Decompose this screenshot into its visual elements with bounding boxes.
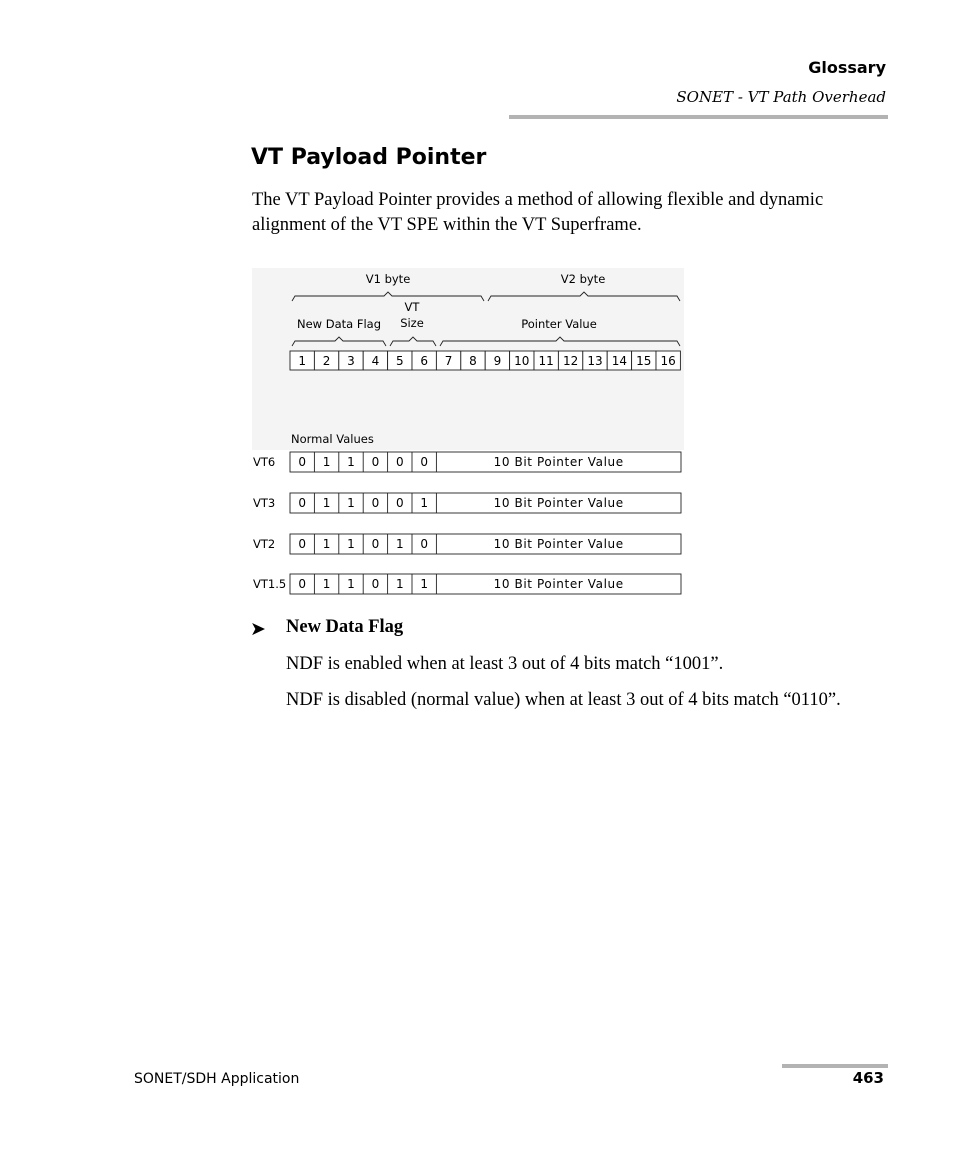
bit-number: 10 xyxy=(514,354,530,368)
bit-number: 2 xyxy=(322,354,331,368)
bit-value: 1 xyxy=(322,577,331,591)
bit-value: 1 xyxy=(322,455,331,469)
bit-number: 11 xyxy=(538,354,554,368)
bit-value: 1 xyxy=(395,537,404,551)
bit-value: 0 xyxy=(395,496,404,510)
bit-value: 1 xyxy=(322,537,331,551)
bit-value: 0 xyxy=(420,455,429,469)
bit-number: 12 xyxy=(562,354,579,368)
header-section-title: Glossary xyxy=(808,58,886,77)
bit-value: 1 xyxy=(420,496,429,510)
bit-number: 13 xyxy=(587,354,603,368)
bit-value: 0 xyxy=(371,455,380,469)
bit-value: 0 xyxy=(371,577,380,591)
bit-value: 0 xyxy=(298,577,307,591)
ndf-enabled-paragraph: NDF is enabled when at least 3 out of 4 bits match “1001”. xyxy=(286,654,724,674)
bit-value: 0 xyxy=(395,455,404,469)
bit-value: 0 xyxy=(420,537,429,551)
vt-size-label-line2: Size xyxy=(400,316,424,330)
bit-number: 16 xyxy=(660,354,676,368)
bit-value: 0 xyxy=(371,537,380,551)
header-subsection-title: SONET - VT Path Overhead xyxy=(676,88,886,106)
footer-page-number: 463 xyxy=(852,1069,884,1087)
v1-byte-label: V1 byte xyxy=(365,272,411,286)
bullet-arrow-icon: ➤ xyxy=(250,619,266,640)
vt-row-label: VT2 xyxy=(253,537,276,551)
bit-number: 15 xyxy=(636,354,652,368)
bit-number: 7 xyxy=(444,354,453,368)
bit-value: 1 xyxy=(322,496,331,510)
pointer-value-field: 10 Bit Pointer Value xyxy=(493,577,624,591)
bit-number: 6 xyxy=(420,354,429,368)
bit-number: 4 xyxy=(371,354,380,368)
bit-number: 5 xyxy=(395,354,404,368)
bit-value: 1 xyxy=(347,577,355,591)
vt-size-label-line1: VT xyxy=(404,300,420,314)
bit-number: 8 xyxy=(469,354,477,368)
pointer-value-field: 10 Bit Pointer Value xyxy=(493,496,624,510)
bit-value: 1 xyxy=(395,577,404,591)
footer-doc-name: SONET/SDH Application xyxy=(134,1071,300,1087)
ndf-disabled-paragraph: NDF is disabled (normal value) when at least 3 out of 4 bits match “0110”. xyxy=(286,690,841,710)
vt-row-label: VT1.5 xyxy=(253,577,287,591)
bullet-title: New Data Flag xyxy=(286,617,404,637)
bit-value: 0 xyxy=(298,537,307,551)
vt-row-label: VT3 xyxy=(253,496,276,510)
bit-value: 0 xyxy=(371,496,380,510)
bit-value: 1 xyxy=(347,537,355,551)
bit-number: 14 xyxy=(611,354,628,368)
header-rule xyxy=(509,115,888,119)
vt-payload-pointer-diagram xyxy=(252,268,684,600)
bit-number: 1 xyxy=(298,354,307,368)
bit-number: 9 xyxy=(493,354,502,368)
page-title: VT Payload Pointer xyxy=(251,145,487,170)
pointer-value-label: Pointer Value xyxy=(521,317,597,331)
v2-byte-label: V2 byte xyxy=(560,272,606,286)
bit-value: 0 xyxy=(298,496,307,510)
bit-value: 1 xyxy=(347,496,355,510)
bit-value: 1 xyxy=(347,455,355,469)
new-data-flag-label: New Data Flag xyxy=(296,317,382,331)
intro-paragraph: The VT Payload Pointer provides a method of allowing flexible and dynamic alignment of the VT SPE within the VT Superframe. xyxy=(252,190,824,235)
normal-values-label: Normal Values xyxy=(291,432,374,446)
pointer-value-field: 10 Bit Pointer Value xyxy=(493,455,624,469)
footer-rule xyxy=(782,1064,888,1068)
bit-number: 3 xyxy=(347,354,355,368)
pointer-value-field: 10 Bit Pointer Value xyxy=(493,537,624,551)
bit-value: 1 xyxy=(420,577,429,591)
vt-row-label: VT6 xyxy=(253,455,276,469)
bit-value: 0 xyxy=(298,455,307,469)
